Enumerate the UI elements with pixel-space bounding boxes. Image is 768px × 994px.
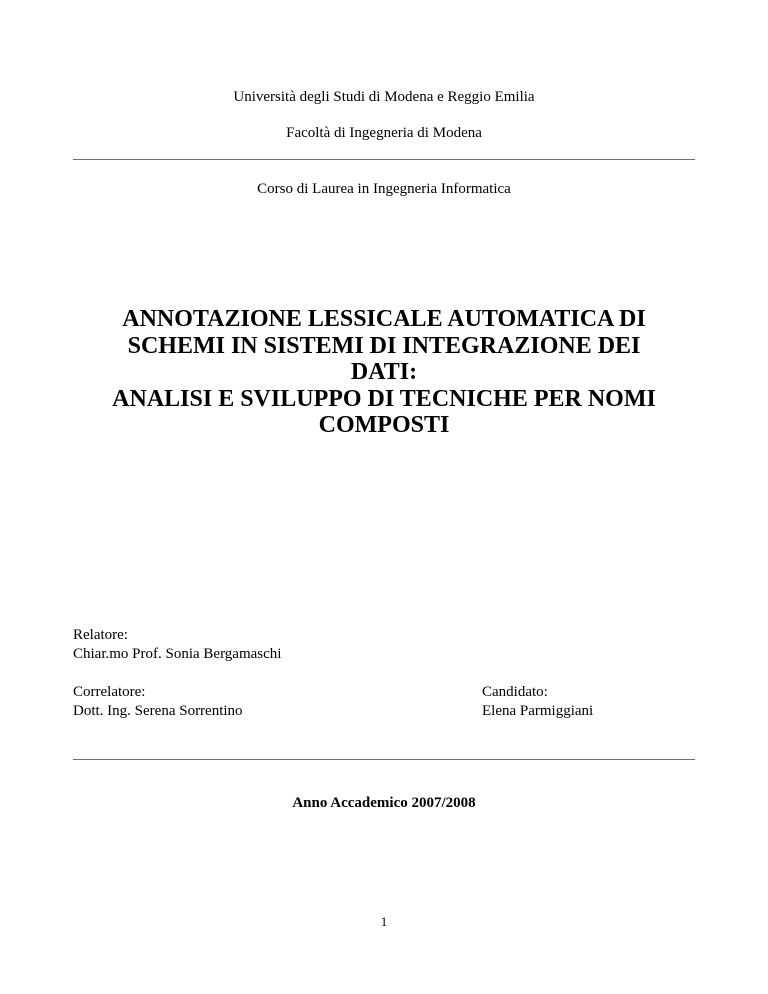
title-line: COMPOSTI (318, 412, 450, 438)
correlatore-label: Correlatore: (73, 684, 146, 700)
faculty-name: Facoltà di Ingegneria di Modena (286, 125, 482, 141)
candidato-name: Elena Parmiggiani (482, 703, 594, 719)
page-number: 1 (380, 914, 388, 929)
title-line: ANALISI E SVILUPPO DI TECNICHE PER NOMI (112, 385, 656, 412)
candidato-label: Candidato: (482, 684, 548, 700)
relatore-block (73, 626, 281, 664)
relatore-name: Chiar.mo Prof. Sonia Bergamaschi (73, 646, 282, 662)
candidato-block (482, 683, 593, 721)
correlatore-block (73, 683, 243, 721)
title-line: SCHEMI IN SISTEMI DI INTEGRAZIONE DEI (127, 332, 641, 359)
top-divider (73, 159, 695, 160)
thesis-title (40, 306, 728, 439)
university-name: Università degli Studi di Modena e Reggio Emilia (233, 89, 535, 105)
course-name: Corso di Laurea in Ingegneria Informatica (257, 181, 511, 197)
academic-year: Anno Accademico 2007/2008 (292, 795, 476, 811)
correlatore-name: Dott. Ing. Serena Sorrentino (73, 703, 243, 719)
title-line: ANNOTAZIONE LESSICALE AUTOMATICA DI (122, 306, 646, 332)
title-line: DATI: (350, 359, 418, 385)
bottom-divider (73, 759, 695, 760)
relatore-label: Relatore: (73, 627, 128, 643)
